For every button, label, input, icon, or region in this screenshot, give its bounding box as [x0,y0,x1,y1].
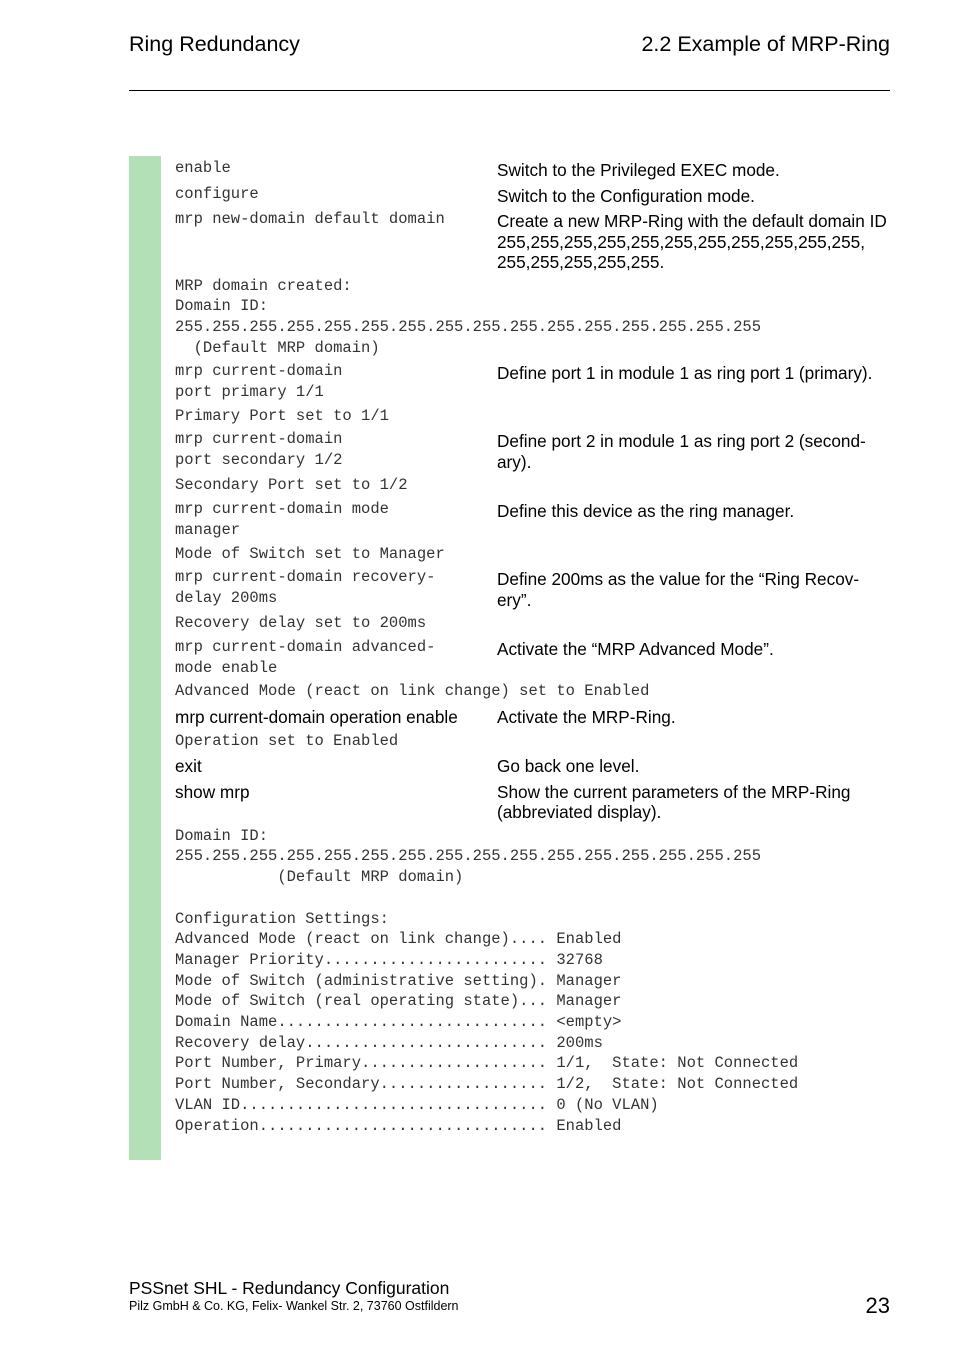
command-text: mrp new-domain default domain [175,210,445,228]
output-text: Operation set to Enabled [175,731,399,750]
command-row [175,564,895,610]
command-output [175,541,895,565]
output-text: Domain ID: 255.255.255.255.255.255.255.255.255.255.255.255.255.255.255.255 (Default MRP domain) Configuration Settings: Advanced Mode (react on link change).... Enabled Manager Priority........................ 32768 Mode of Switch (administrative setting). Manager Mode of Switch (real operating state)... Manager Domain Name............................. <empty> Recovery delay.......................... 200ms Port Number, Primary.................... 1/1, State: Not Connected Port Number, Secondary.................. 1/2, State: Not Connected VLAN ID................................. 0 (No VLAN) Operation............................... Enabled [175,826,799,1135]
command-text: mrp current-domain recovery- delay 200ms [175,568,436,607]
output-text: Advanced Mode (react on link change) set to Enabled [175,682,650,701]
command-table [175,156,895,1136]
command-description: Define port 1 in module 1 as ring port 1 (primary). [497,363,873,384]
command-output [175,678,895,702]
output-text: Secondary Port set to 1/2 [175,476,408,495]
command-text: exit [175,756,202,777]
command-row [175,751,895,777]
command-row [175,634,895,678]
output-text: Mode of Switch set to Manager [175,544,445,563]
command-description: Switch to the Configuration mode. [497,185,755,206]
command-output [175,610,895,634]
command-row [175,358,895,402]
output-text: Recovery delay set to 200ms [175,614,427,633]
command-description: Activate the “MRP Advanced Mode”. [497,638,774,659]
command-text: enable [175,159,231,177]
command-text: mrp current-domain advanced- mode enable [175,637,436,677]
command-row [175,156,895,181]
green-margin-bar [129,156,161,1160]
command-description: Show the current parameters of the MRP-Ring (abbreviated display). [497,781,851,823]
command-row [175,206,895,273]
command-row [175,496,895,540]
command-text: mrp current-domain port secondary 1/2 [175,430,343,470]
header-chapter: Ring Redundancy [129,32,300,56]
command-output [175,472,895,496]
command-text: show mrp [175,781,250,802]
command-text: mrp current-domain operation enable [175,707,458,728]
command-text: mrp current-domain mode manager [175,500,389,539]
command-row [175,777,895,823]
command-output [175,403,895,427]
command-output [175,823,895,1137]
command-description: Go back one level. [497,756,640,777]
command-output [175,728,895,752]
command-text: mrp current-domain port primary 1/1 [175,362,343,402]
command-text: configure [175,184,259,203]
command-output [175,273,895,359]
command-row [175,702,895,728]
command-description: Define port 2 in module 1 as ring port 2 (second- ary). [497,431,866,472]
command-row [175,426,895,472]
header-section: 2.2 Example of MRP-Ring [641,32,890,56]
command-row [175,181,895,207]
page-number: 23 [865,1293,890,1318]
command-description: Switch to the Privileged EXEC mode. [497,160,780,180]
command-description: Define 200ms as the value for the “Ring Recov- ery”. [497,569,860,610]
footer-address: Pilz GmbH & Co. KG, Felix- Wankel Str. 2, 73760 Ostfildern [129,1299,459,1313]
command-description: Create a new MRP-Ring with the default domain ID 255,255,255,255,255,255,255,255,255,255,255, 255,255,255,255,255. [497,211,887,272]
header-rule [129,90,890,91]
output-text: MRP domain created: Domain ID: 255.255.255.255.255.255.255.255.255.255.255.255.255.255.255.255 (Default MRP domain) [175,276,761,357]
footer-title: PSSnet SHL - Redundancy Configuration [129,1278,450,1298]
command-description: Activate the MRP-Ring. [497,707,676,728]
command-description: Define this device as the ring manager. [497,501,795,522]
output-text: Primary Port set to 1/1 [175,406,389,425]
